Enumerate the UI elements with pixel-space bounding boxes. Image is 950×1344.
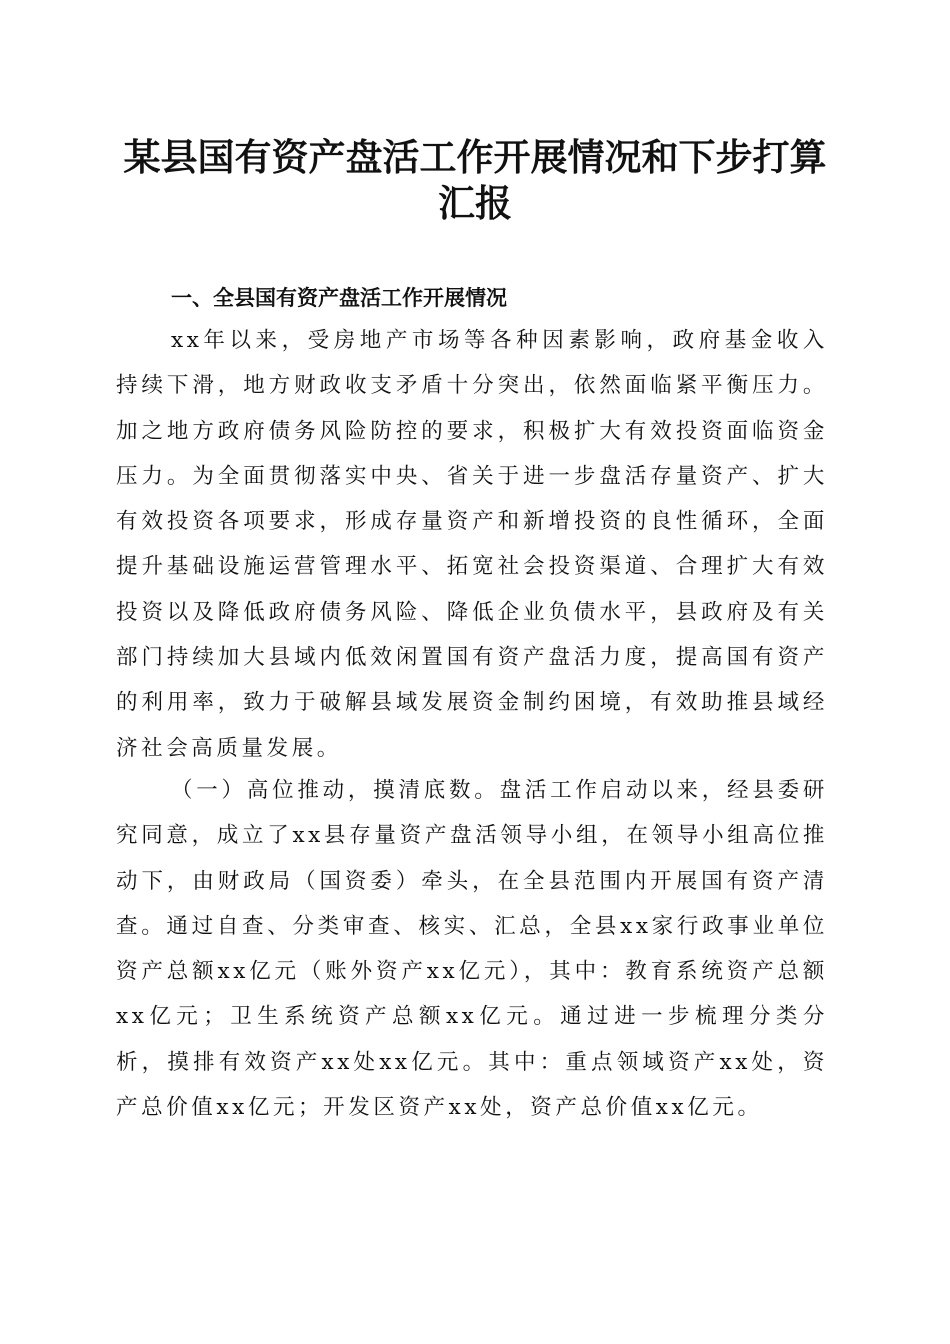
- subsection-text: 盘活工作启动以来，经县委研究同意，成立了xx县存量资产盘活领导小组，在领导小组高位推动下，由财政局（国资委）牵头，在全县范围内开展国有资产清查。通过自查、分类审查、核实、汇总，全县xx家行政事业单位资产总额xx亿元（账外资产xx亿元），其中：教育系统资产总额xx亿元；卫生系统资产总额xx亿元。通过进一步梳理分类分析，摸排有效资产xx处xx亿元。其中：重点领域资产xx处，资产总价值xx亿元；开发区资产xx处，资产总价值xx亿元。: [116, 778, 828, 1121]
- subsection-lead: （一）高位推动，摸清底数。: [171, 778, 500, 803]
- section-heading: 一、全县国有资产盘活工作开展情况: [171, 286, 507, 310]
- body-paragraph: xx年以来，受房地产市场等各种因素影响，政府基金收入持续下滑，地方财政收支矛盾十分突出，依然面临紧平衡压力。加之地方政府债务风险防控的要求，积极扩大有效投资面临资金压力。为全面贯彻落实中央、省关于进一步盘活存量资产、扩大有效投资各项要求，形成存量资产和新增投资的良性循环，全面提升基础设施运营管理水平、拓宽社会投资渠道、合理扩大有效投资以及降低政府债务风险、降低企业负债水平，县政府及有关部门持续加大县域内低效闲置国有资产盘活力度，提高国有资产的利用率，致力于破解县域发展资金制约困境，有效助推县域经济社会高质量发展。: [116, 328, 828, 761]
- subsection-paragraph: [116, 768, 828, 1130]
- document-title: 某县国有资产盘活工作开展情况和下步打算汇报: [123, 135, 827, 225]
